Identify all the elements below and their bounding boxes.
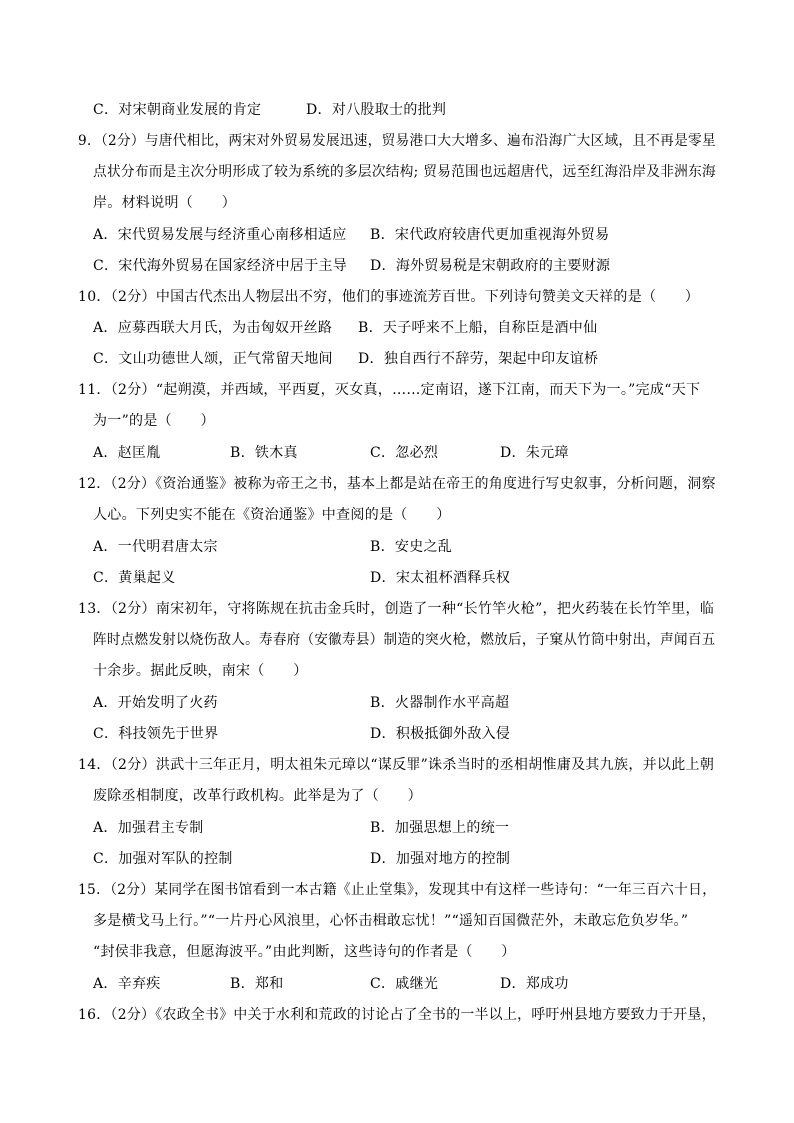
q10-option-c: C．文山功德世人颂，正气常留天地间 xyxy=(93,351,333,367)
q13-stem-line-1: 13．（2分）南宋初年，守将陈规在抗击金兵时，创造了一种“长竹竿火枪”，把火药装在长竹竿里，临 xyxy=(78,601,715,617)
q15-option-b: B．郑和 xyxy=(230,976,284,992)
q13-stem-line-2: 阵时点燃发射以烧伤敌人。寿春府（安徽寿县）制造的突火枪，燃放后，子窠从竹筒中射出，声闻百五 xyxy=(93,632,716,648)
q14-stem-line-2: 废除丞相制度，改革行政机构。此举是为了（ ） xyxy=(93,788,422,804)
q11-option-d: D．朱元璋 xyxy=(500,445,569,461)
q9-option-b: B．宋代政府较唐代更加重视海外贸易 xyxy=(370,227,610,243)
q11-option-a: A．赵匡胤 xyxy=(93,445,161,461)
q15-option-d: D．郑成功 xyxy=(500,976,569,992)
q15-stem-line-1: 15．（2分）某同学在图书馆看到一本古籍《止止堂集》，发现其中有这样一些诗句：“一年三百六十日， xyxy=(78,882,717,898)
q15-stem-line-3: “封侯非我意，但愿海波平。”由此判断，这些诗句的作者是（ ） xyxy=(93,944,516,960)
q11-option-b: B．铁木真 xyxy=(230,445,298,461)
q10-option-d: D．独自西行不辞劳，架起中印友谊桥 xyxy=(358,351,599,367)
q11-option-c: C．忽必烈 xyxy=(370,445,439,461)
q15-option-a: A．辛弃疾 xyxy=(93,976,161,992)
q15-stem-line-2: 多是横戈马上行。”“一片丹心风浪里，心怀击楫敢忘忧！”“遥知百国微茫外，未敢忘危负岁华。” xyxy=(93,913,689,929)
q11-stem-line-1: 11．（2分）“起朔漠，并西域，平西夏，灭女真，……定南诏，遂下江南，而天下为一。”完成“天下 xyxy=(78,382,701,398)
q9-stem-line-3: 岸。材料说明（ ） xyxy=(93,195,236,211)
q12-option-d: D．宋太祖杯酒释兵权 xyxy=(370,570,511,586)
q10-option-b: B．天子呼来不上船，自称臣是酒中仙 xyxy=(358,320,598,336)
q14-option-b: B．加强思想上的统一 xyxy=(370,820,510,836)
q12-option-a: A．一代明君唐太宗 xyxy=(93,539,218,555)
q9-stem-line-1: 9．（2分）与唐代相比，两宋对外贸易发展迅速，贸易港口大大增多、遍布沿海广大区域，且不再是零星 xyxy=(78,133,716,149)
q11-stem-line-2: 为一”的是（ ） xyxy=(93,413,215,429)
q14-stem-line-1: 14．（2分）洪武十三年正月，明太祖朱元璋以“谋反罪”诛杀当时的丞相胡惟庸及其九族，并以此上朝 xyxy=(78,757,715,773)
q13-option-c: C．科技领先于世界 xyxy=(93,726,219,742)
q13-option-b: B．火器制作水平高超 xyxy=(370,695,510,711)
q16-stem-line-1: 16．（2分）《农政全书》中关于水利和荒政的讨论占了全书的一半以上，呼吁州县地方要致力于开垦， xyxy=(78,1007,716,1023)
q13-option-d: D．积极抵御外敌入侵 xyxy=(370,726,511,742)
q9-option-a: A．宋代贸易发展与经济重心南移相适应 xyxy=(93,227,347,243)
q10-stem-line-1: 10．（2分）中国古代杰出人物层出不穷，他们的事迹流芳百世。下列诗句赞美文天祥的是（ ） xyxy=(78,289,700,305)
q12-stem-line-1: 12．（2分）《资治通鉴》被称为帝王之书，基本上都是站在帝王的角度进行写史叙事，分析问题，洞察 xyxy=(78,476,716,492)
q15-option-c: C．戚继光 xyxy=(370,976,439,992)
q9-option-c: C．宋代海外贸易在国家经济中居于主导 xyxy=(93,258,348,274)
q14-option-d: D．加强对地方的控制 xyxy=(370,851,511,867)
q12-stem-line-2: 人心。下列史实不能在《资治通鉴》中查阅的是（ ） xyxy=(93,507,451,523)
q12-option-c: C．黄巢起义 xyxy=(93,570,176,586)
q9-stem-line-2: 点状分布而是主次分明形成了较为系统的多层次结构; 贸易范围也远超唐代，远至红海沿岸及非洲东海 xyxy=(93,164,716,180)
q14-option-c: C．加强对军队的控制 xyxy=(93,851,233,867)
q12-option-b: B．安史之乱 xyxy=(370,539,453,555)
q8-option-d: D．对八股取士的批判 xyxy=(306,102,447,118)
q10-option-a: A．应募西联大月氏，为击匈奴开丝路 xyxy=(93,320,333,336)
q13-option-a: A．开始发明了火药 xyxy=(93,695,218,711)
q14-option-a: A．加强君主专制 xyxy=(93,820,204,836)
q13-stem-line-3: 十余步。据此反映，南宋（ ） xyxy=(93,663,308,679)
q9-option-d: D．海外贸易税是宋朝政府的主要财源 xyxy=(370,258,611,274)
q8-option-c: C．对宋朝商业发展的肯定 xyxy=(93,102,262,118)
